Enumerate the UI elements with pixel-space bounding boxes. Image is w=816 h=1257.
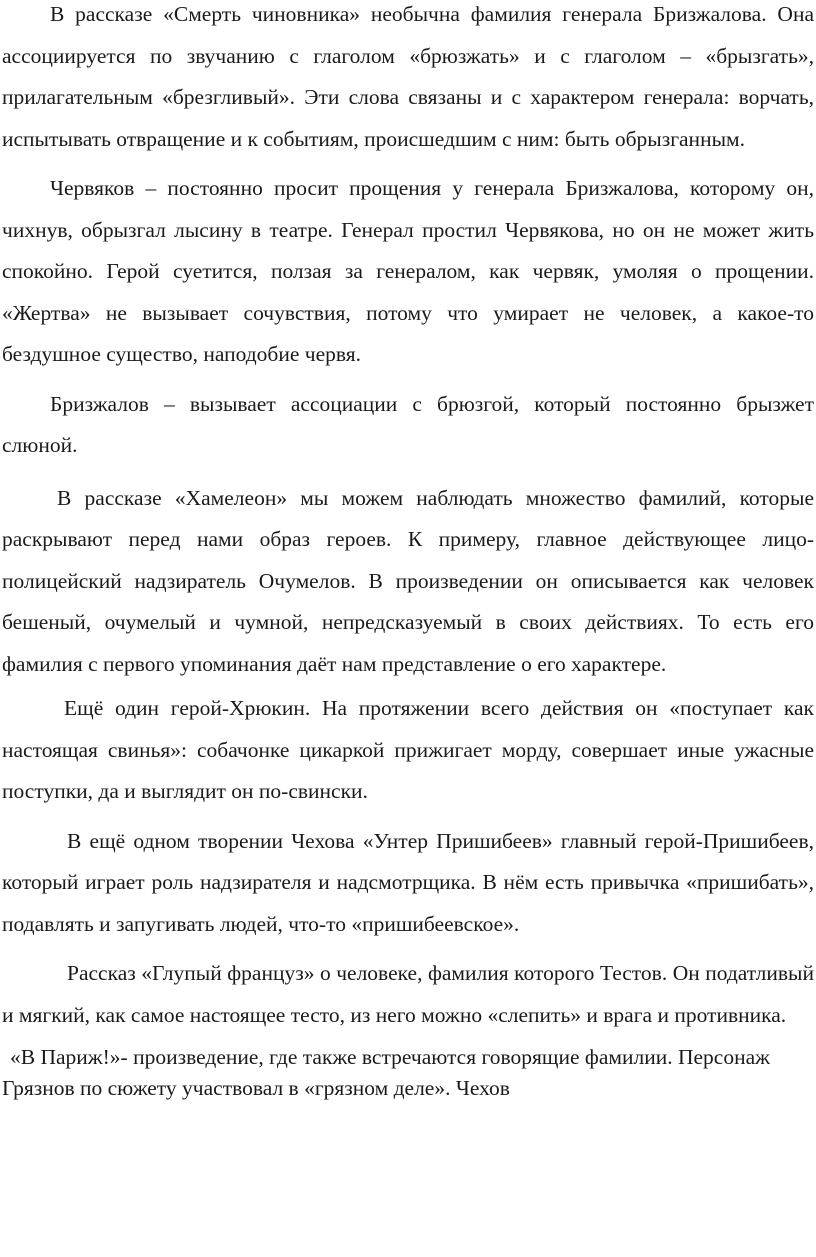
paragraph-glupyy-frantsuz: Рассказ «Глупый француз» о человеке, фамилия которого Тестов. Он податливый и мягкий, как самое настоящее тесто, из него можно «слепить» и врага и противника. [2,961,814,1027]
paragraph-brizzhalov: Бризжалов – вызывает ассоциации с брюзгой, который постоянно брызжет слюной. [2,391,814,457]
paragraph-v-parizh: «В Париж!»- произведение, где также встречаются говорящие фамилии. Персонаж Грязнов по сюжету участвовал в «грязном деле». Чехов [2,1045,770,1100]
paragraph-unter-prishibeev: В ещё одном творении Чехова «Унтер Пришибеев» главный герой-Пришибеев, который играет роль надзирателя и надсмотрщика. В нём есть привычка «пришибать», подавлять и запугивать людей, что-то «пришибеевское». [2,828,814,936]
paragraph-khameleon: В рассказе «Хамелеон» мы можем наблюдать множество фамилий, которые раскрывают перед нами образ героев. К примеру, главное действующее лицо-полицейский надзиратель Очумелов. В произведении он описывается как человек бешеный, очумелый и чумной, непредсказуемый в своих действиях. То есть его фамилия с первого упоминания даёт нам представление о его характере. [2,485,814,676]
paragraph-smert-chinovnika: В рассказе «Смерть чиновника» необычна фамилия генерала Бризжалова. Она ассоциируется по звучанию с глаголом «брюзжать» и с глаголом – «брызгать», прилагательным «брезгливый». Эти слова связаны и с характером генерала: ворчать, испытывать отвращение и к событиям, происшедшим с ним: быть обрызганным. [2,2,814,151]
paragraph-chervyakov: Червяков – постоянно просит прощения у генерала Бризжалова, которому он, чихнув, обрызгал лысину в театре. Генерал простил Червякова, но он не может жить спокойно. Герой суетится, ползая за генералом, как червяк, умоляя о прощении. «Жертва» не вызывает сочувствия, потому что умирает не человек, а какое-то бездушное существо, наподобие червя. [2,176,814,366]
paragraph-khryukin: Ещё один герой-Хрюкин. На протяжении всего действия он «поступает как настоящая свинья»: собачонке цикаркой прижигает морду, совершает иные ужасные поступки, да и выглядит он по-свински. [2,696,814,803]
